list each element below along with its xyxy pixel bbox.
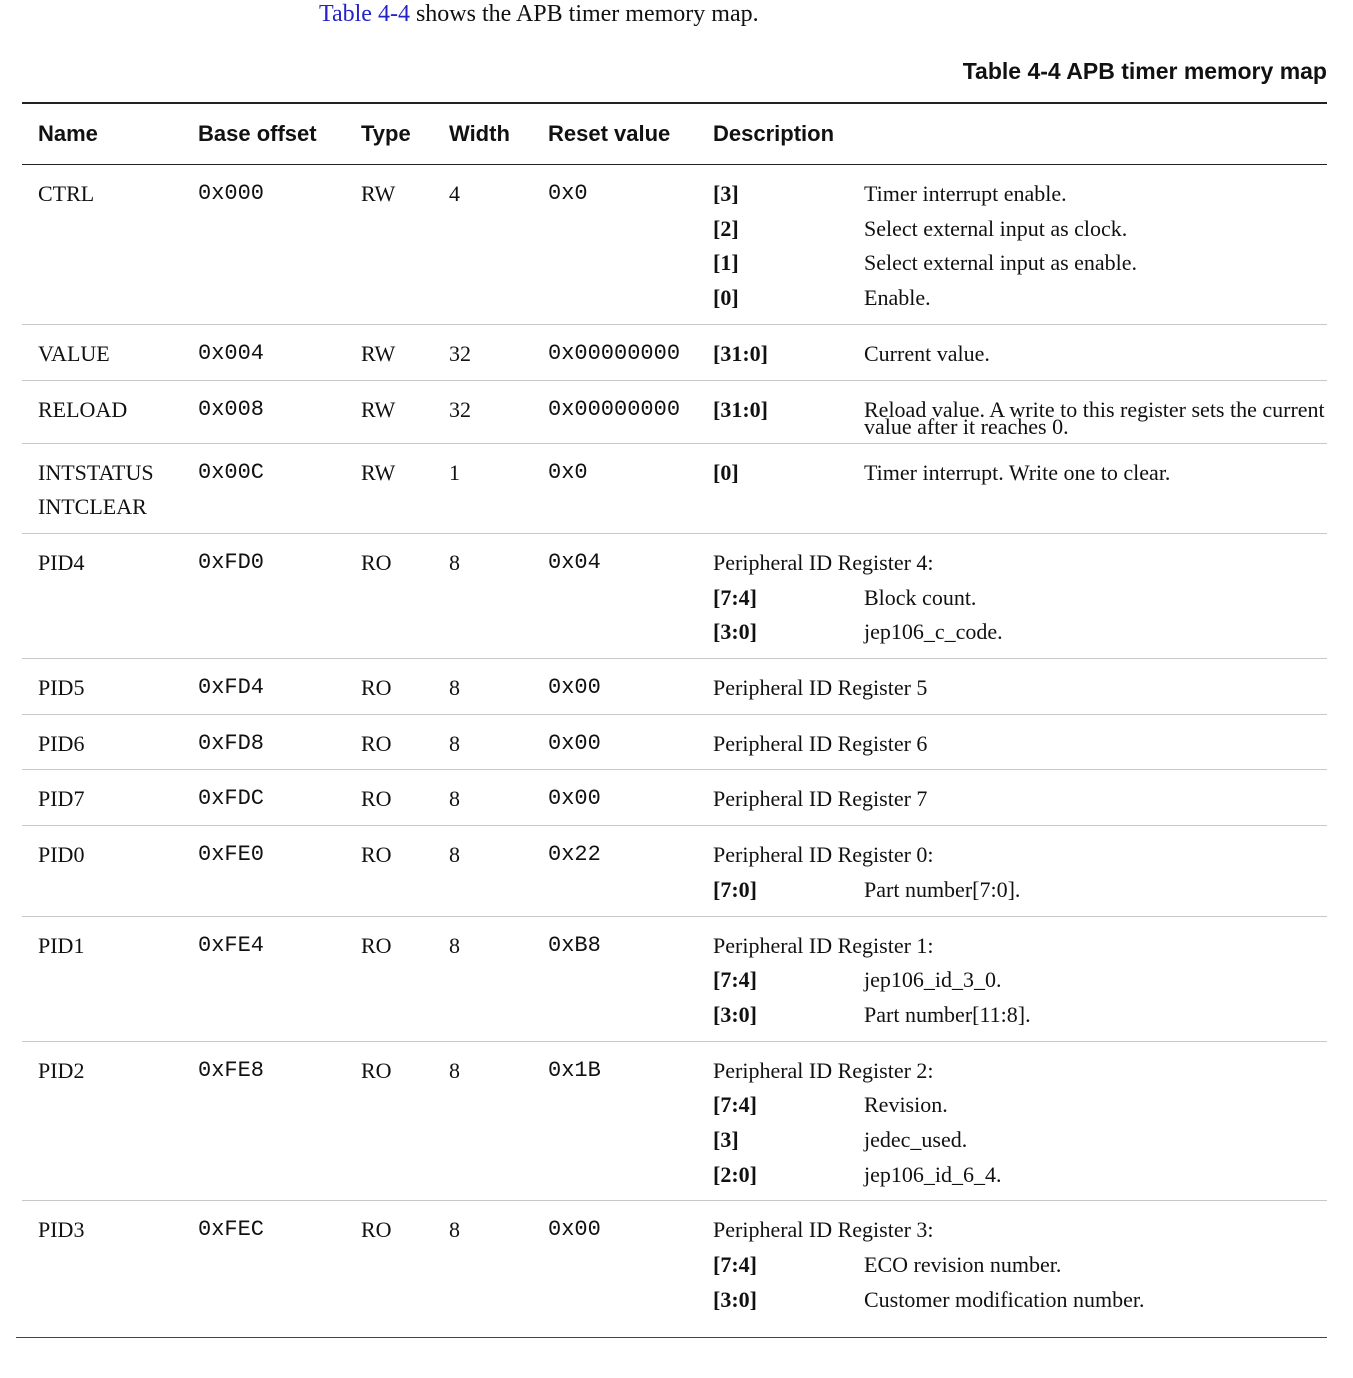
register-name-cell [22, 826, 182, 916]
table-row [22, 324, 1327, 380]
bit-range: [1] [713, 250, 739, 276]
description-cell [697, 1041, 1327, 1201]
description-cell [697, 443, 1327, 533]
type-cell: RO [361, 1217, 392, 1243]
bit-description: Block count. [864, 584, 977, 610]
description-lead: Peripheral ID Register 4: [713, 549, 934, 575]
base-offset-cell: 0xFDC [182, 770, 345, 826]
base-offset-cell: 0xFE8 [182, 1041, 345, 1201]
base-offset-cell: 0xFE0 [182, 826, 345, 916]
reset-value-cell: 0x04 [532, 533, 697, 658]
intro-sentence [319, 0, 759, 28]
intro-text: shows the APB timer memory map. [409, 1, 759, 27]
register-name: PID4 [38, 549, 85, 575]
register-name-cell [22, 1041, 182, 1201]
description-lead: Peripheral ID Register 6 [713, 730, 928, 756]
bit-description: Customer modification number. [864, 1286, 1145, 1312]
description-cell [697, 165, 1327, 325]
bit-description: Timer interrupt enable. [864, 181, 1067, 206]
bit-description: jep106_id_3_0. [864, 967, 1002, 993]
header-base-offset: Base offset [182, 103, 345, 165]
base-offset-cell: 0xFD0 [182, 533, 345, 658]
reset-value-cell: 0x00 [532, 659, 697, 715]
description-cell [697, 826, 1327, 916]
bit-field [713, 212, 1327, 247]
width-cell: 8 [433, 1041, 532, 1201]
description-cell [697, 533, 1327, 658]
bit-description: Timer interrupt. Write one to clear. [864, 459, 1171, 485]
register-name: PID7 [38, 786, 85, 812]
table-row [22, 916, 1327, 1041]
description-cell [697, 916, 1327, 1041]
reset-value-cell: 0x00000000 [532, 380, 697, 443]
width-cell: 32 [433, 324, 532, 380]
base-offset-cell: 0x00C [182, 443, 345, 533]
bit-description: jep106_id_6_4. [864, 1161, 1002, 1187]
register-name: RELOAD [38, 396, 128, 422]
bit-field [713, 1248, 1327, 1283]
bit-range: [7:4] [713, 1092, 757, 1118]
register-name: PID3 [38, 1217, 85, 1243]
bit-range: [3:0] [713, 619, 757, 645]
bit-range: [31:0] [713, 340, 768, 366]
description-cell [697, 714, 1327, 770]
bit-field [713, 1158, 1327, 1193]
base-offset-cell: 0xFE4 [182, 916, 345, 1041]
base-offset-cell: 0xFD8 [182, 714, 345, 770]
bit-field [713, 1283, 1327, 1318]
table-row [22, 1041, 1327, 1201]
register-name: PID0 [38, 842, 85, 868]
width-cell: 8 [433, 659, 532, 715]
type-cell: RO [345, 826, 433, 916]
bit-field [713, 615, 1327, 650]
header-reset-value: Reset value [532, 103, 697, 165]
reset-value-cell: 0x22 [532, 826, 697, 916]
register-name: INTCLEAR [38, 494, 147, 520]
bit-field [713, 393, 1327, 439]
table-row [22, 443, 1327, 533]
base-offset-cell: 0xFD4 [182, 659, 345, 715]
bit-field [713, 1088, 1327, 1123]
bit-range: [7:4] [713, 1252, 757, 1278]
type-cell: RW [345, 380, 433, 443]
reset-value-cell: 0x00000000 [532, 324, 697, 380]
bit-range: [3:0] [713, 1286, 757, 1312]
table-reference-link[interactable]: Table 4-4 [319, 1, 410, 27]
description-cell [697, 1201, 1327, 1378]
type-cell: RO [345, 659, 433, 715]
bit-field [713, 281, 1327, 316]
header-type: Type [345, 103, 433, 165]
register-name-cell [22, 533, 182, 658]
bit-description: Part number[11:8]. [864, 1001, 1031, 1027]
bit-range: [2] [713, 215, 739, 241]
width-cell: 8 [433, 916, 532, 1041]
width-cell: 8 [433, 770, 532, 826]
width-cell: 1 [433, 443, 532, 533]
type-cell: RO [345, 916, 433, 1041]
width-cell: 4 [433, 165, 532, 325]
bit-range: [3] [713, 181, 739, 206]
header-row [22, 103, 1327, 165]
reset-value-cell: 0x0 [532, 443, 697, 533]
memory-map-table [22, 102, 1327, 1378]
width-cell: 8 [433, 714, 532, 770]
bit-description: Revision. [864, 1092, 948, 1118]
bit-description: Part number[7:0]. [864, 876, 1021, 902]
reset-value-cell: 0x00 [548, 1217, 601, 1243]
bit-description: jedec_used. [864, 1127, 968, 1153]
width-cell: 8 [449, 1217, 460, 1243]
register-name-cell [22, 659, 182, 715]
table-row [22, 165, 1327, 325]
table-body [22, 165, 1327, 1378]
type-cell: RO [345, 533, 433, 658]
table-row [22, 826, 1327, 916]
bit-description: Select external input as clock. [864, 215, 1128, 241]
header-name: Name [22, 103, 182, 165]
page-bottom-rule [16, 1337, 1327, 1338]
bit-range: [7:0] [713, 876, 757, 902]
reset-value-cell: 0xB8 [532, 916, 697, 1041]
bit-field [713, 337, 1327, 372]
description-lead: Peripheral ID Register 0: [713, 842, 934, 868]
register-name: PID6 [38, 730, 85, 756]
bit-range: [3] [713, 1127, 739, 1153]
description-lead: Peripheral ID Register 1: [713, 932, 934, 958]
bit-description: Reload value. A write to this register sets the current value after it reaches 0. [864, 396, 1325, 439]
bit-field [713, 998, 1327, 1033]
register-name-cell [22, 324, 182, 380]
base-offset-cell: 0x000 [182, 165, 345, 325]
type-cell: RW [345, 443, 433, 533]
description-lead: Peripheral ID Register 5 [713, 675, 928, 701]
base-offset-cell: 0x008 [182, 380, 345, 443]
description-cell [697, 324, 1327, 380]
register-name-cell [22, 916, 182, 1041]
bit-description: Current value. [864, 340, 990, 366]
base-offset-cell: 0x004 [182, 324, 345, 380]
register-name: VALUE [38, 340, 110, 366]
width-cell: 8 [433, 826, 532, 916]
type-cell: RO [345, 714, 433, 770]
bit-description: ECO revision number. [864, 1252, 1062, 1278]
bit-field [713, 246, 1327, 281]
width-cell: 32 [433, 380, 532, 443]
header-description: Description [697, 103, 1327, 165]
bit-description: jep106_c_code. [864, 619, 1003, 645]
table-row [22, 1201, 1327, 1378]
table-row [22, 533, 1327, 658]
description-lead: Peripheral ID Register 3: [713, 1217, 934, 1243]
base-offset-cell: 0xFEC [198, 1217, 265, 1243]
register-name-cell [22, 380, 182, 443]
table-row [22, 659, 1327, 715]
register-name-cell [22, 443, 182, 533]
register-name-cell [22, 714, 182, 770]
description-lead: Peripheral ID Register 2: [713, 1057, 934, 1083]
register-name: PID5 [38, 675, 85, 701]
bit-field [713, 1123, 1327, 1158]
type-cell: RO [345, 1041, 433, 1201]
bit-range: [7:4] [713, 584, 757, 610]
bit-range: [31:0] [713, 396, 768, 422]
width-cell: 8 [433, 533, 532, 658]
table-header [22, 103, 1327, 165]
bit-range: [2:0] [713, 1161, 757, 1187]
register-name-cell [22, 165, 182, 325]
reset-value-cell: 0x0 [532, 165, 697, 325]
table-row [22, 714, 1327, 770]
bit-range: [0] [713, 459, 739, 485]
bit-range: [7:4] [713, 967, 757, 993]
register-name: PID2 [38, 1057, 85, 1083]
description-cell [697, 380, 1327, 443]
type-cell: RW [345, 324, 433, 380]
type-cell: RW [345, 165, 433, 325]
register-name: CTRL [38, 181, 95, 206]
bit-description: Enable. [864, 285, 931, 311]
bit-field [713, 456, 1327, 491]
reset-value-cell: 0x00 [532, 770, 697, 826]
bit-field [713, 177, 1327, 212]
table-row [22, 380, 1327, 443]
header-width: Width [433, 103, 532, 165]
description-cell [697, 770, 1327, 826]
register-name-cell [22, 770, 182, 826]
bit-range: [3:0] [713, 1001, 757, 1027]
register-name-cell [22, 1201, 182, 1378]
description-cell [697, 659, 1327, 715]
bit-description: Select external input as enable. [864, 250, 1138, 276]
reset-value-cell: 0x1B [532, 1041, 697, 1201]
bit-field [713, 873, 1327, 908]
register-name: INTSTATUS [38, 459, 154, 485]
description-lead: Peripheral ID Register 7 [713, 786, 928, 812]
type-cell: RO [345, 770, 433, 826]
table-caption: Table 4-4 APB timer memory map [962, 58, 1327, 84]
bit-field [713, 963, 1327, 998]
reset-value-cell: 0x00 [532, 714, 697, 770]
table-row [22, 770, 1327, 826]
bit-range: [0] [713, 285, 739, 311]
register-name: PID1 [38, 932, 85, 958]
bit-field [713, 581, 1327, 616]
